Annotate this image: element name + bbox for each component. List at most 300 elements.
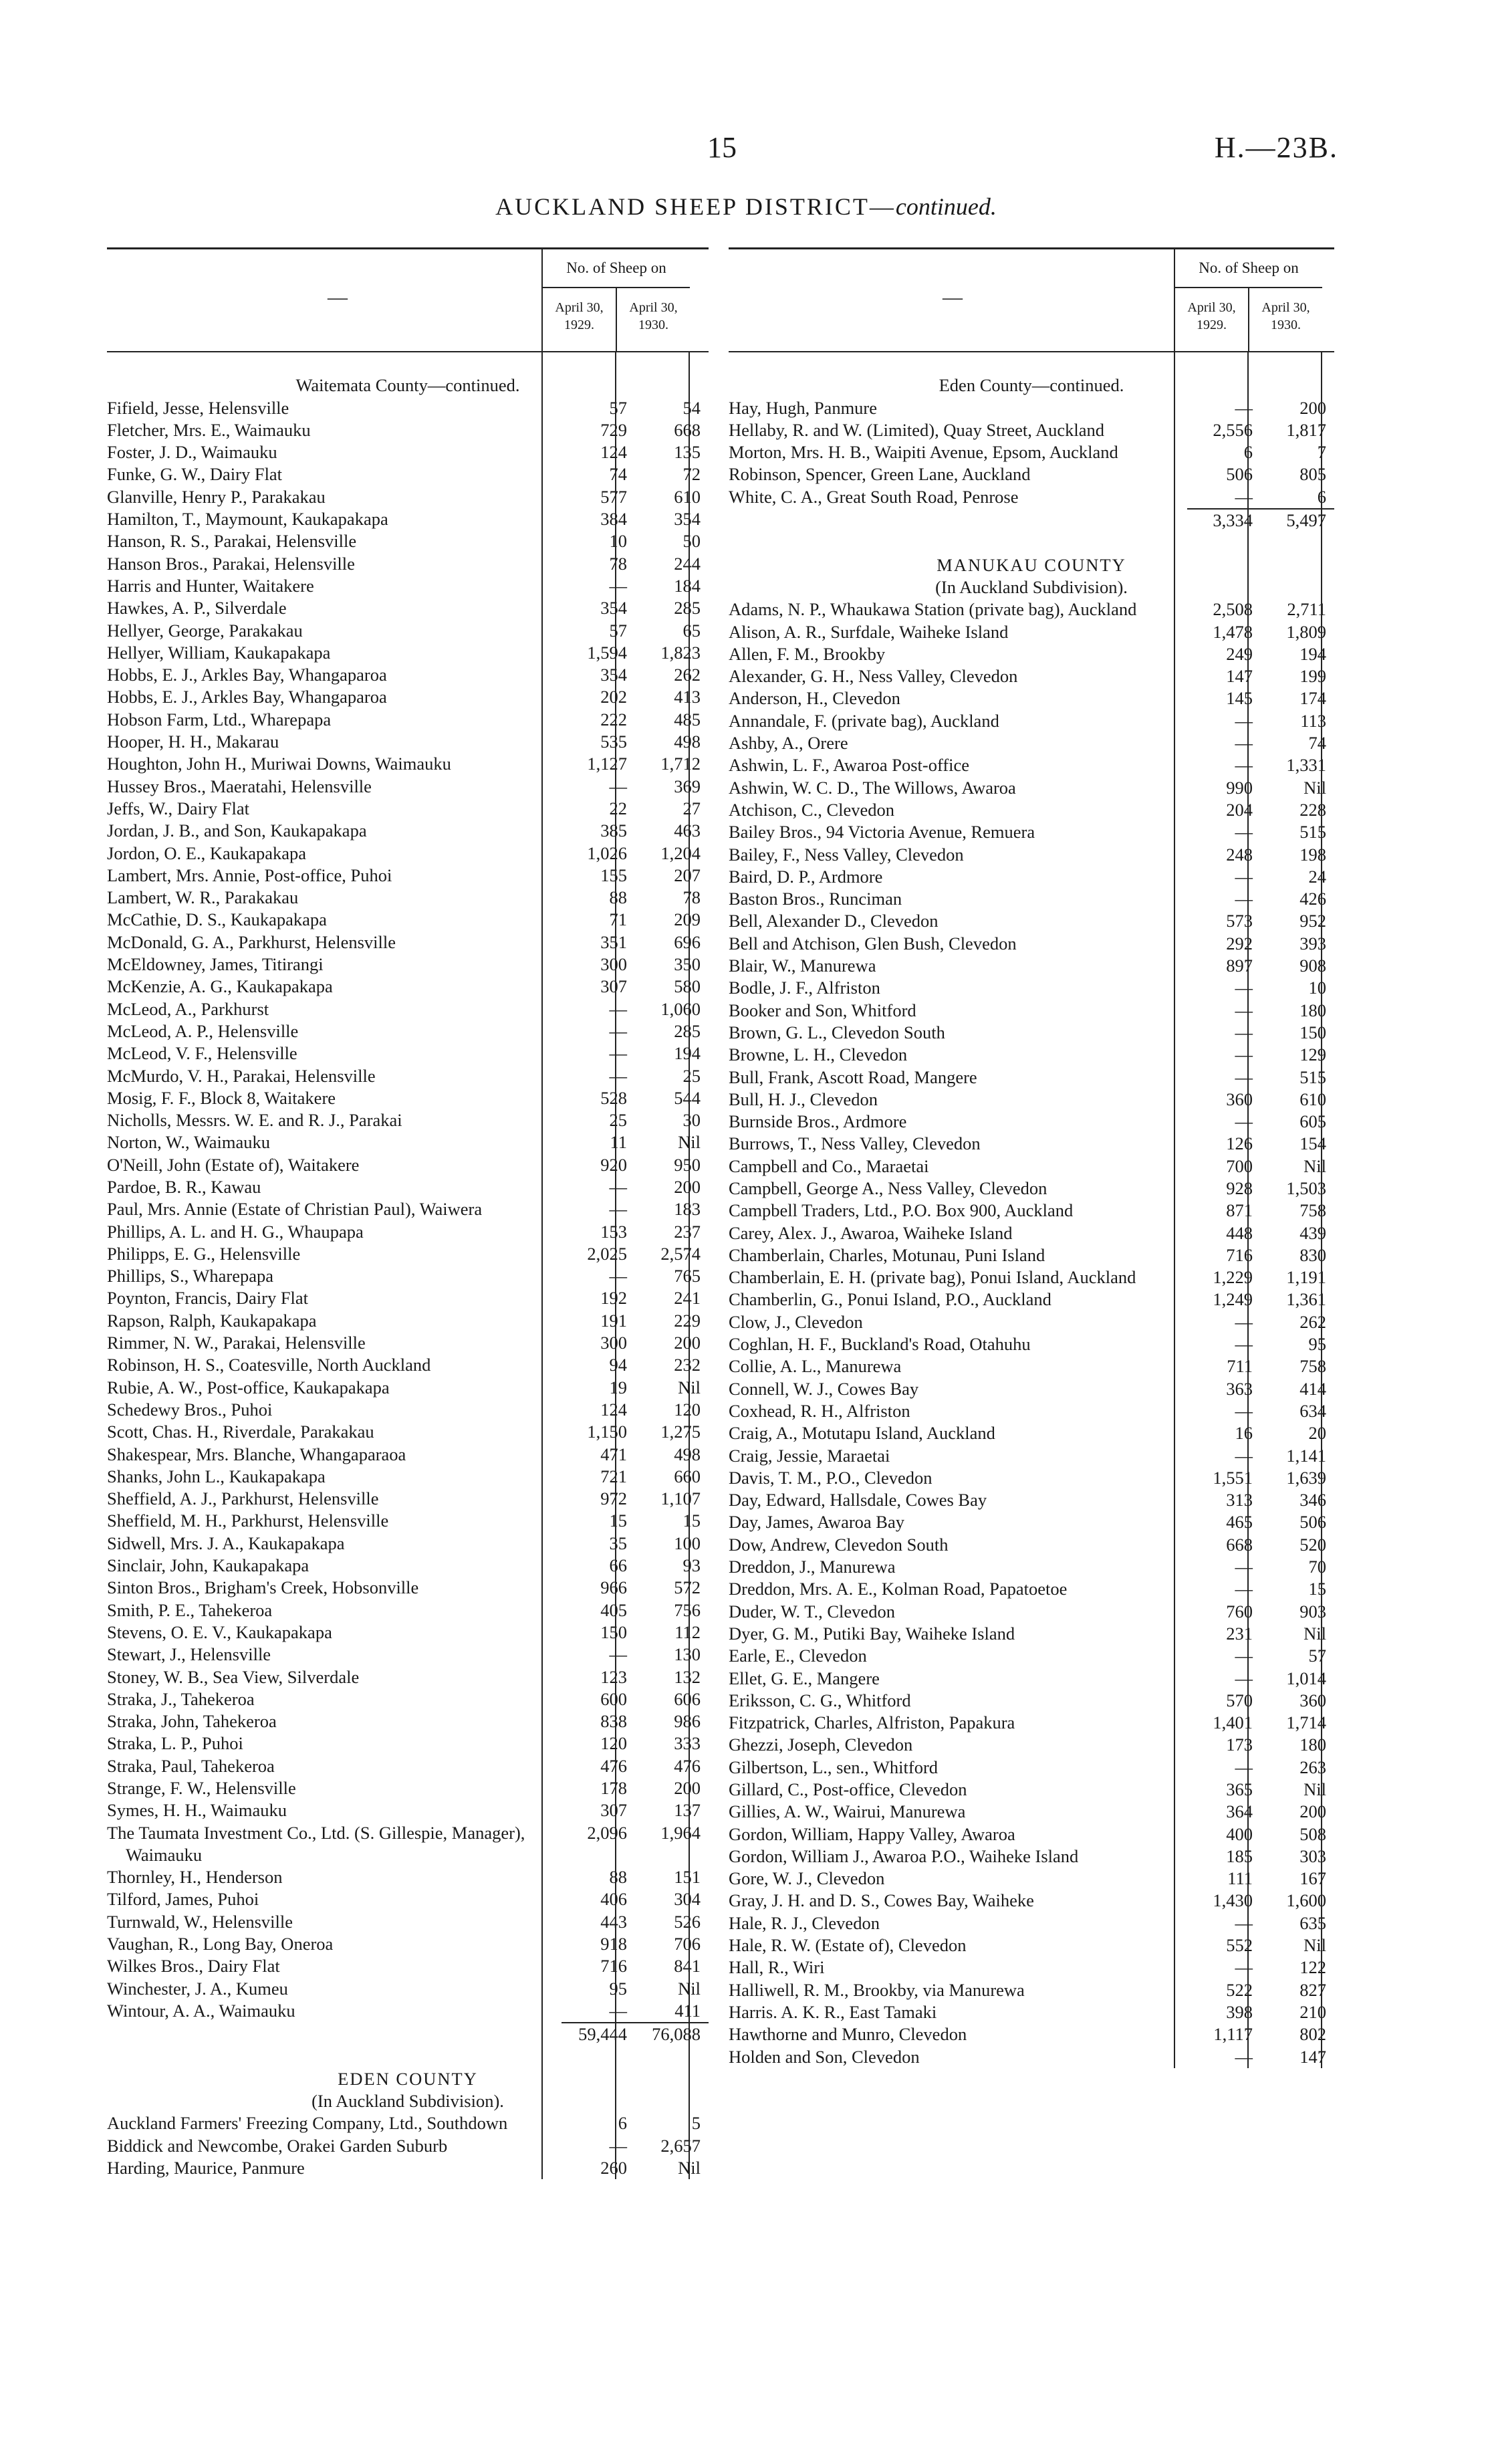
group-label: No. of Sheep on xyxy=(543,249,690,288)
sheep-1929: — xyxy=(609,1266,627,1286)
sheep-1929: 552 xyxy=(1226,1935,1253,1956)
owner-name: Hooper, H. H., Makarau xyxy=(107,732,279,752)
owner-name: Hawkes, A. P., Silverdale xyxy=(107,598,287,619)
owner-name: Halliwell, R. M., Brookby, via Manurewa xyxy=(729,1979,1025,2000)
table-row xyxy=(107,1198,709,1220)
sheep-1930: 1,141 xyxy=(1286,1445,1326,1466)
sheep-1929: — xyxy=(1235,1579,1253,1599)
sheep-1930: 333 xyxy=(674,1733,701,1754)
total-row xyxy=(729,508,1334,532)
sheep-1929: 124 xyxy=(600,1399,627,1420)
table-row xyxy=(107,1533,709,1555)
owner-name: Morton, Mrs. H. B., Waipiti Avenue, Epsom, Auckland xyxy=(729,442,1118,463)
owner-name: Dreddon, Mrs. A. E., Kolman Road, Papatoetoe xyxy=(729,1579,1068,1599)
owner-name: Dyer, G. M., Putiki Bay, Waiheke Island xyxy=(729,1623,1015,1644)
table-row xyxy=(729,1333,1334,1355)
sheep-1930: 24 xyxy=(1308,866,1326,887)
sheep-1929: 71 xyxy=(609,909,627,930)
sheep-1930: 30 xyxy=(682,1110,701,1131)
table-row xyxy=(107,1888,709,1910)
table-row xyxy=(729,1511,1334,1533)
sheep-1930: 426 xyxy=(1299,889,1326,909)
sheep-1929: 94 xyxy=(609,1355,627,1375)
sheep-1930: 285 xyxy=(674,1020,701,1041)
owner-name: The Taumata Investment Co., Ltd. (S. Gillespie, Manager), Waimauku xyxy=(107,1822,525,1865)
owner-name: Davis, T. M., P.O., Clevedon xyxy=(729,1467,932,1488)
sheep-1929: 19 xyxy=(609,1377,627,1397)
sheep-1929: 577 xyxy=(600,486,627,507)
table-row xyxy=(107,1332,709,1354)
sheep-1929: 249 xyxy=(1226,643,1253,664)
table-row xyxy=(107,865,709,887)
sheep-1930: 476 xyxy=(674,1755,701,1776)
sheep-1930: 580 xyxy=(674,976,701,997)
sheep-1930: 72 xyxy=(682,464,701,485)
table-row xyxy=(107,1933,709,1955)
sheep-1930: 1,714 xyxy=(1286,1712,1326,1733)
sheep-1930: 20 xyxy=(1308,1423,1326,1444)
owner-name: Annandale, F. (private bag), Auckland xyxy=(729,710,999,731)
owner-name: Bull, H. J., Clevedon xyxy=(729,1089,878,1109)
owner-name: Jeffs, W., Dairy Flat xyxy=(107,798,249,818)
col-1929: April 30, 1929. xyxy=(555,300,604,332)
owner-name: Vaughan, R., Long Bay, Oneroa xyxy=(107,1934,334,1954)
sheep-1929: 760 xyxy=(1226,1601,1253,1621)
owner-name: Rapson, Ralph, Kaukapakapa xyxy=(107,1310,317,1331)
sheep-1929: — xyxy=(1235,1646,1253,1666)
owner-name: Phillips, S., Wharepapa xyxy=(107,1266,274,1286)
sheep-1930: 132 xyxy=(674,1666,701,1687)
table-row xyxy=(107,1265,709,1287)
sheep-1929: 25 xyxy=(609,1110,627,1131)
sheep-1929: — xyxy=(1235,1445,1253,1466)
sheep-1930: 150 xyxy=(1299,1022,1326,1042)
sheep-1929: 448 xyxy=(1226,1222,1253,1243)
owner-name: Gilbertson, L., sen., Whitford xyxy=(729,1757,939,1777)
table-row xyxy=(729,1355,1334,1377)
owner-name: Hall, R., Wiri xyxy=(729,1957,825,1978)
sheep-1930: 1,817 xyxy=(1286,419,1326,440)
sheep-1929: 528 xyxy=(600,1087,627,1108)
sheep-1930: 908 xyxy=(1299,956,1326,976)
sheep-1930: 610 xyxy=(674,486,701,507)
sheep-1929: — xyxy=(609,1020,627,1041)
sheep-1930: 515 xyxy=(1299,822,1326,843)
sheep-1929: 204 xyxy=(1226,799,1253,820)
sheep-1930: 354 xyxy=(674,509,701,530)
table-row xyxy=(107,664,709,686)
table-row xyxy=(729,1845,1334,1868)
sheep-1930: 122 xyxy=(1299,1957,1326,1978)
sheep-1930: 209 xyxy=(674,909,701,930)
table-row xyxy=(729,1734,1334,1756)
sheep-1930: 802 xyxy=(1299,2024,1326,2045)
sheep-1929: 231 xyxy=(1226,1623,1253,1644)
table-row xyxy=(729,821,1334,843)
table-row xyxy=(729,955,1334,977)
sheep-1929: — xyxy=(609,998,627,1019)
owner-name: McMurdo, V. H., Parakai, Helensville xyxy=(107,1065,376,1086)
owner-name: Connell, W. J., Cowes Bay xyxy=(729,1378,919,1399)
sheep-1929: — xyxy=(609,2135,627,2156)
col-1930: April 30, 1930. xyxy=(616,288,690,351)
sheep-1930: 1,331 xyxy=(1286,755,1326,776)
owner-name: Holden and Son, Clevedon xyxy=(729,2046,920,2067)
sheep-1930: 232 xyxy=(674,1355,701,1375)
table-row xyxy=(107,1822,709,1867)
owner-name: Day, James, Awaroa Bay xyxy=(729,1512,904,1533)
table-row xyxy=(107,419,709,441)
table-row xyxy=(107,1710,709,1732)
table-row xyxy=(729,1022,1334,1044)
owner-name: Bailey, F., Ness Valley, Clevedon xyxy=(729,844,964,865)
sheep-1929: 920 xyxy=(600,1154,627,1175)
sheep-1929: 248 xyxy=(1226,844,1253,865)
total-spacer xyxy=(107,2022,562,2045)
column-rule xyxy=(1321,352,1322,2068)
owner-name: Campbell and Co., Maraetai xyxy=(729,1155,929,1176)
sheep-1930: 194 xyxy=(1299,643,1326,664)
owner-name: Duder, W. T., Clevedon xyxy=(729,1601,895,1621)
sheep-1930: 54 xyxy=(682,397,701,418)
column-rule xyxy=(1247,352,1249,2068)
owner-name: Ghezzi, Joseph, Clevedon xyxy=(729,1734,913,1755)
owner-name: Gillard, C., Post-office, Clevedon xyxy=(729,1779,967,1799)
table-row xyxy=(107,931,709,954)
table-row xyxy=(729,1044,1334,1066)
table-row xyxy=(107,441,709,463)
owner-name: Atchison, C., Clevedon xyxy=(729,799,895,820)
table-row xyxy=(729,1979,1334,2001)
table-row xyxy=(107,843,709,865)
sheep-1929: 11 xyxy=(610,1132,627,1153)
table-row xyxy=(107,887,709,909)
table-row xyxy=(729,1912,1334,1934)
sheep-1930: 194 xyxy=(674,1043,701,1064)
sheep-1930: 130 xyxy=(674,1644,701,1665)
sheep-1930: 147 xyxy=(1299,2046,1326,2067)
sheep-1929: 928 xyxy=(1226,1178,1253,1198)
sheep-1930: 184 xyxy=(674,575,701,596)
owner-name: McKenzie, A. G., Kaukapakapa xyxy=(107,976,333,997)
owner-name: Gore, W. J., Clevedon xyxy=(729,1868,885,1889)
owner-name: Carey, Alex. J., Awaroa, Waiheke Island xyxy=(729,1222,1013,1243)
table-row xyxy=(729,2023,1334,2045)
sheep-1929: 6 xyxy=(618,2113,627,2134)
sheep-1929: 222 xyxy=(600,709,627,730)
owner-name: Sheffield, M. H., Parkhurst, Helensville xyxy=(107,1510,389,1531)
owner-name: Robinson, Spencer, Green Lane, Auckland xyxy=(729,464,1031,485)
sheep-1929: 398 xyxy=(1226,2001,1253,2022)
owner-name: Ellet, G. E., Mangere xyxy=(729,1668,880,1688)
sheep-1930: 6 xyxy=(1317,486,1326,507)
total-spacer xyxy=(729,508,1187,532)
sheep-1929: 126 xyxy=(1226,1133,1253,1154)
table-row xyxy=(729,1378,1334,1400)
sheep-1929: — xyxy=(1235,733,1253,754)
sheep-1930: 25 xyxy=(682,1065,701,1086)
owner-name: Hale, R. W. (Estate of), Clevedon xyxy=(729,1935,967,1956)
owner-name: Coxhead, R. H., Alfriston xyxy=(729,1400,910,1421)
table-row xyxy=(729,1000,1334,1022)
sheep-1929: 1,150 xyxy=(587,1422,627,1442)
sheep-1930: 200 xyxy=(674,1778,701,1798)
table-row xyxy=(729,397,1334,419)
sheep-1929: 972 xyxy=(600,1488,627,1509)
sheep-1929: 1,117 xyxy=(1213,2024,1253,2045)
column-rule xyxy=(541,352,543,2179)
owner-name: Straka, Paul, Tahekeroa xyxy=(107,1755,275,1776)
owner-name: Norton, W., Waimauku xyxy=(107,1132,270,1153)
table-row xyxy=(729,441,1334,463)
sheep-1929: 2,096 xyxy=(587,1822,627,1843)
table-row xyxy=(729,665,1334,687)
sheep-1930: 1,964 xyxy=(660,1822,701,1843)
table-row xyxy=(729,1244,1334,1266)
sheep-1930: 120 xyxy=(674,1399,701,1420)
owner-name: Dreddon, J., Manurewa xyxy=(729,1557,896,1577)
sheep-1929: 260 xyxy=(600,2158,627,2178)
table-row xyxy=(729,799,1334,821)
sheep-1929: 6 xyxy=(1243,442,1253,463)
sheep-1929: 364 xyxy=(1226,1801,1253,1822)
sheep-1930: 660 xyxy=(674,1466,701,1486)
table-row xyxy=(729,1757,1334,1779)
sheep-1930: Nil xyxy=(1303,1155,1326,1176)
table-row xyxy=(729,844,1334,866)
sheep-1929: — xyxy=(1235,2046,1253,2067)
table-row xyxy=(729,1556,1334,1578)
table-row xyxy=(729,1133,1334,1155)
sheep-1930: 207 xyxy=(674,865,701,885)
sheep-1930: Nil xyxy=(1303,777,1326,798)
table-row xyxy=(107,2157,709,2179)
spacer xyxy=(107,2046,709,2068)
owner-name: Hobbs, E. J., Arkles Bay, Whangaparoa xyxy=(107,687,387,707)
sheep-1930: 369 xyxy=(674,776,701,796)
sheep-1930: 180 xyxy=(1299,1734,1326,1755)
owner-name: Jordan, J. B., and Son, Kaukapakapa xyxy=(107,820,367,841)
title-continued: continued. xyxy=(895,193,997,220)
sheep-1929: 1,127 xyxy=(587,754,627,774)
right-column xyxy=(729,247,1334,2068)
sheep-1930: 765 xyxy=(674,1266,701,1286)
owner-name: Alexander, G. H., Ness Valley, Clevedon xyxy=(729,666,1018,687)
sheep-1930: 100 xyxy=(674,1533,701,1553)
sheep-1930: 180 xyxy=(1299,1000,1326,1020)
sheep-1929: — xyxy=(1235,1557,1253,1577)
owner-name: Eriksson, C. G., Whitford xyxy=(729,1690,911,1710)
sheep-1930: 696 xyxy=(674,931,701,952)
table-row xyxy=(729,1467,1334,1489)
sheep-1929: — xyxy=(609,1199,627,1220)
owner-name: Bell, Alexander D., Clevedon xyxy=(729,911,939,931)
sheep-1930: Nil xyxy=(678,1132,701,1153)
sheep-1929: — xyxy=(609,1176,627,1197)
sheep-1930: 228 xyxy=(1299,799,1326,820)
sheep-1929: 111 xyxy=(1227,1868,1253,1889)
sheep-1929: — xyxy=(1235,889,1253,909)
table-row xyxy=(729,1178,1334,1200)
owner-name: Harris and Hunter, Waitakere xyxy=(107,575,314,596)
table-row xyxy=(729,1712,1334,1734)
owner-name: Auckland Farmers' Freezing Company, Ltd., Southdown xyxy=(107,2113,508,2134)
owner-name: Pardoe, B. R., Kawau xyxy=(107,1176,261,1197)
sheep-1930: 7 xyxy=(1317,442,1326,463)
table-row xyxy=(107,1243,709,1265)
table-row xyxy=(107,1154,709,1176)
sheep-1929: 313 xyxy=(1226,1490,1253,1510)
right-table-body xyxy=(729,352,1334,2068)
sheep-1929: 966 xyxy=(600,1577,627,1598)
owner-name: Sheffield, A. J., Parkhurst, Helensville xyxy=(107,1488,379,1509)
owner-name: Hanson, R. S., Parakai, Helensville xyxy=(107,531,357,552)
page-number: 15 xyxy=(707,131,737,164)
owner-name: Rubie, A. W., Post-office, Kaukapakapa xyxy=(107,1377,390,1397)
owner-name: Baird, D. P., Ardmore xyxy=(729,866,883,887)
sheep-1929: — xyxy=(1235,755,1253,776)
sheep-1930: 498 xyxy=(674,732,701,752)
owner-name: Houghton, John H., Muriwai Downs, Waimauku xyxy=(107,754,451,774)
owner-name: Hanson Bros., Parakai, Helensville xyxy=(107,553,355,574)
sheep-1929: — xyxy=(1235,486,1253,507)
sheep-1929: 22 xyxy=(609,798,627,818)
owner-name: Foster, J. D., Waimauku xyxy=(107,442,277,463)
owner-name: Harris. A. K. R., East Tamaki xyxy=(729,2001,937,2022)
sheep-1929: — xyxy=(1235,866,1253,887)
sheep-1929: 123 xyxy=(600,1666,627,1687)
owner-name: Fifield, Jesse, Helensville xyxy=(107,397,289,418)
table-row xyxy=(729,1200,1334,1222)
table-row xyxy=(107,1287,709,1309)
table-row xyxy=(107,776,709,798)
table-row xyxy=(729,1289,1334,1311)
owner-name: Sinton Bros., Brigham's Creek, Hobsonville xyxy=(107,1577,419,1598)
sheep-1930: 285 xyxy=(674,598,701,619)
table-row xyxy=(729,977,1334,999)
table-row xyxy=(107,1065,709,1087)
table-row xyxy=(107,597,709,619)
sheep-1930: 463 xyxy=(674,820,701,841)
sheep-1929: 1,026 xyxy=(587,843,627,863)
sheep-1929: 1,430 xyxy=(1213,1890,1253,1911)
sheep-1929: 307 xyxy=(600,976,627,997)
sheep-1929: 711 xyxy=(1227,1356,1253,1377)
sheep-1929: 153 xyxy=(600,1221,627,1242)
sheep-1929: 1,401 xyxy=(1213,1712,1253,1733)
table-row xyxy=(107,820,709,842)
owner-name: Phillips, A. L. and H. G., Whaupapa xyxy=(107,1221,364,1242)
table-row xyxy=(107,508,709,530)
table-row xyxy=(107,2135,709,2157)
sheep-1930: 70 xyxy=(1308,1557,1326,1577)
sheep-1930: 200 xyxy=(1299,1801,1326,1822)
sheep-1929: 78 xyxy=(609,553,627,574)
owner-name: Fitzpatrick, Charles, Alfriston, Papakura xyxy=(729,1712,1015,1733)
sheep-1930: 183 xyxy=(674,1199,701,1220)
sheep-1930: 95 xyxy=(1308,1334,1326,1355)
sheep-1930: 199 xyxy=(1299,666,1326,687)
sheep-1930: 78 xyxy=(682,887,701,908)
table-row xyxy=(729,1801,1334,1823)
owner-name: Lambert, W. R., Parakakau xyxy=(107,887,299,908)
sheep-1929: 1,478 xyxy=(1213,621,1253,642)
table-row xyxy=(729,1534,1334,1556)
sheep-1929: 406 xyxy=(600,1889,627,1910)
table-row xyxy=(107,1955,709,1977)
page-title xyxy=(0,193,1492,221)
sheep-1930: 174 xyxy=(1299,688,1326,709)
table-row xyxy=(107,1755,709,1777)
owner-name: Jordon, O. E., Kaukapakapa xyxy=(107,843,307,863)
owner-name: Stoney, W. B., Sea View, Silverdale xyxy=(107,1666,360,1687)
table-row xyxy=(107,1555,709,1577)
owner-name: Burnside Bros., Ardmore xyxy=(729,1111,907,1132)
sheep-1929: 2,025 xyxy=(587,1243,627,1264)
table-row xyxy=(107,798,709,820)
sheep-1930: 544 xyxy=(674,1087,701,1108)
document-reference: H.—23B. xyxy=(1214,131,1338,164)
owner-name: Dow, Andrew, Clevedon South xyxy=(729,1534,949,1555)
table-row xyxy=(107,1777,709,1799)
sheep-1930: Nil xyxy=(678,2158,701,2178)
sheep-1930: 1,600 xyxy=(1286,1890,1326,1911)
table-row xyxy=(107,2000,709,2022)
owner-name: Blair, W., Manurewa xyxy=(729,956,876,976)
owner-name: Ashwin, W. C. D., The Willows, Awaroa xyxy=(729,777,1016,798)
left-column xyxy=(107,247,709,2179)
sheep-1930: 1,107 xyxy=(660,1488,701,1509)
sheep-1929: 535 xyxy=(600,732,627,752)
sheep-1929: 990 xyxy=(1226,777,1253,798)
table-row xyxy=(107,1444,709,1466)
table-row xyxy=(107,463,709,485)
table-row xyxy=(107,1621,709,1644)
sheep-1930: 706 xyxy=(674,1934,701,1954)
sheep-1930: 950 xyxy=(674,1154,701,1175)
sheep-1929: 573 xyxy=(1226,911,1253,931)
sheep-1929: — xyxy=(609,2000,627,2021)
sheep-1929: 95 xyxy=(609,1978,627,1999)
sheep-1930: 2,711 xyxy=(1287,599,1326,620)
title-main: AUCKLAND SHEEP DISTRICT— xyxy=(495,193,896,220)
sheep-1929: 729 xyxy=(600,419,627,440)
sheep-1929: 192 xyxy=(600,1288,627,1309)
sheep-1929: 66 xyxy=(609,1555,627,1576)
table-row xyxy=(107,642,709,664)
total-1929: 59,444 xyxy=(562,2022,635,2045)
table-row xyxy=(107,1131,709,1153)
sheep-1929: — xyxy=(609,776,627,796)
sheep-1929: — xyxy=(609,1644,627,1665)
sheep-1929: 351 xyxy=(600,931,627,952)
table-row xyxy=(729,1067,1334,1089)
sheep-1929: 465 xyxy=(1226,1512,1253,1533)
sheep-1929: 173 xyxy=(1226,1734,1253,1755)
owner-name: Schedewy Bros., Puhoi xyxy=(107,1399,273,1420)
sheep-1930: 154 xyxy=(1299,1133,1326,1154)
sheep-1929: — xyxy=(1235,822,1253,843)
sheep-1929: — xyxy=(1235,1912,1253,1933)
sheep-1930: 508 xyxy=(1299,1823,1326,1844)
sheep-1930: 65 xyxy=(682,620,701,641)
sheep-1929: 721 xyxy=(600,1466,627,1486)
sheep-1929: 476 xyxy=(600,1755,627,1776)
column-rule xyxy=(1174,352,1175,2068)
owner-name: Robinson, H. S., Coatesville, North Auckland xyxy=(107,1355,431,1375)
owner-name: McDonald, G. A., Parkhurst, Helensville xyxy=(107,931,396,952)
owner-name: Rimmer, N. W., Parakai, Helensville xyxy=(107,1333,366,1353)
